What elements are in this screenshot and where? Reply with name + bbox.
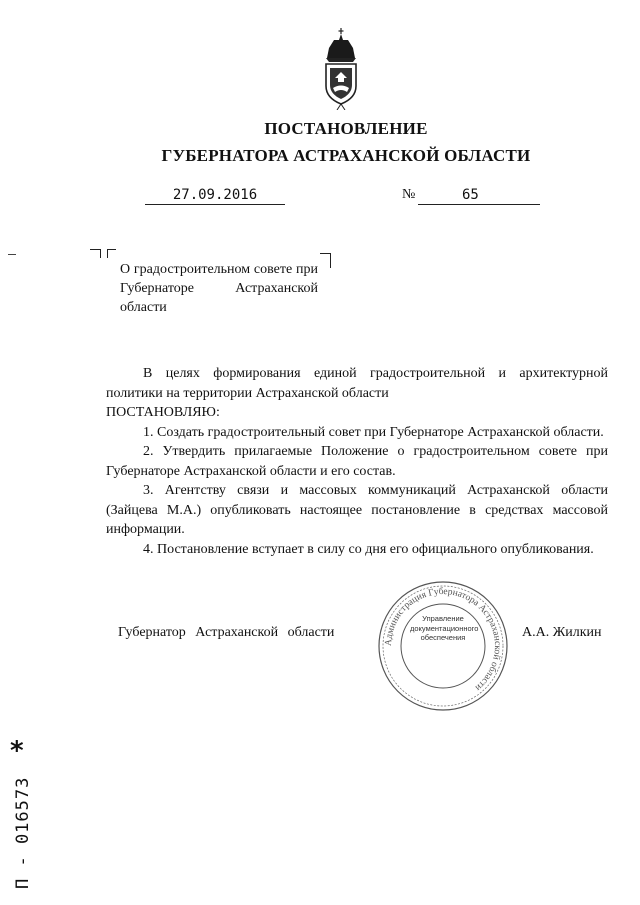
subject-corner-mark xyxy=(90,249,101,258)
asterisk-mark: * xyxy=(10,736,24,766)
form-serial-number: П - 016573 xyxy=(13,776,33,889)
document-subject: О градостроительном совете при Губернаторе Астраханской области xyxy=(120,262,318,315)
document-body xyxy=(106,364,608,559)
document-issuer: ГУБЕРНАТОРА АСТРАХАНСКОЙ ОБЛАСТИ xyxy=(161,146,531,165)
stamp-center-line: документационного xyxy=(410,623,479,633)
subject-corner-mark xyxy=(320,253,331,268)
list-item: 2. Утвердить прилагаемые Положение о градостроительном совете при Губернаторе Астраханской области и его состав. xyxy=(106,444,608,479)
signatory-name: А.А. Жилкин xyxy=(522,625,602,640)
stamp-center-line: обеспечения xyxy=(420,633,466,642)
preamble-paragraph: В целях формирования единой градостроительной и архитектурной политики на территории Астраханской области xyxy=(106,366,608,401)
document-number: 65 xyxy=(418,186,540,205)
list-item: 4. Постановление вступает в силу со дня его официального опубликования. xyxy=(143,541,594,557)
resolve-word: ПОСТАНОВЛЯЮ: xyxy=(106,405,220,420)
document-title: ПОСТАНОВЛЕНИЕ xyxy=(264,119,428,138)
number-sign: № xyxy=(402,187,416,202)
stamp-ring-text-path: Администрация Губернатора Астраханской области xyxy=(383,586,503,693)
document-date: 27.09.2016 xyxy=(145,186,285,205)
stamp-center-line: Управление xyxy=(422,614,464,623)
margin-mark xyxy=(8,254,16,255)
subject-corner-mark xyxy=(107,249,116,258)
list-item: 3. Агентству связи и массовых коммуникаций Астраханской области (Зайцева М.А.) опубликовать настоящее постановление в средствах массовой информации. xyxy=(106,483,608,537)
stamp-center-text xyxy=(410,614,479,643)
signatory-position: Губернатор Астраханской области xyxy=(118,625,335,640)
coat-of-arms-icon xyxy=(322,28,360,110)
list-item: 1. Создать градостроительный совет при Губернаторе Астраханской области. xyxy=(143,424,604,440)
official-stamp xyxy=(375,578,511,714)
